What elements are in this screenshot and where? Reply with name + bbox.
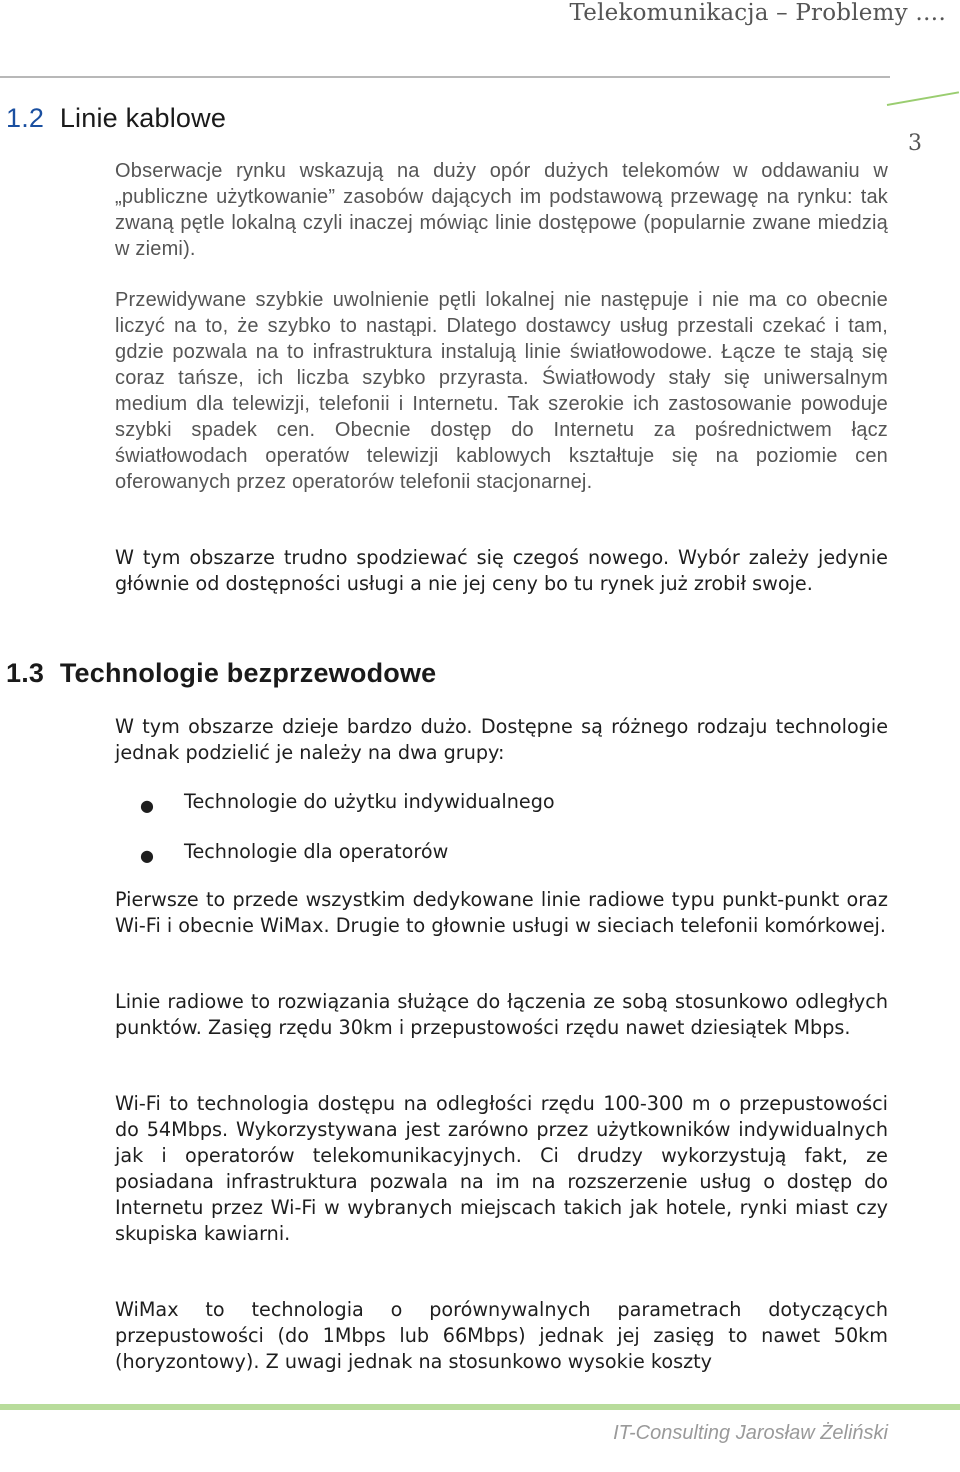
bullet-icon: ●	[140, 796, 154, 815]
paragraph: W tym obszarze trudno spodziewać się czegoś nowego. Wybór zależy jedynie głównie od dostępności usługi a nie jej ceny bo tu rynek już zrobił swoje.	[115, 546, 888, 595]
bullet-icon: ●	[140, 846, 154, 865]
paragraph: W tym obszarze dzieje bardzo dużo. Dostępne są różnego rodzaju technologie jednak podzielić je należy na dwa grupy:	[115, 715, 888, 764]
section-number: 1.2	[6, 103, 45, 133]
paragraph: Wi-Fi to technologia dostępu na odległości rzędu 100-300 m o przepustowości do 54Mbps. Wykorzystywana jest zarówno przez użytkowników indywidualnych jak i operatorów telekomunikacyjnych. Ci drudzy wykorzystują fakt, ze posiadana infrastruktura pozwala na im na rozszerzenie usług o dostęp do Internetu przez Wi-Fi w wybranych miejscach takich jak hotele, rynki miast czy skupiska kawiarni.	[115, 1092, 888, 1245]
paragraph: WiMax to technologia o porównywalnych parametrach dotyczących przepustowości (do 1Mbps lub 66Mbps) jednak jej zasięg to nawet 50km (horyzontowy). Z uwagi jednak na stosunkowo wysokie koszty	[115, 1298, 888, 1373]
header-title: Telekomunikacja – Problemy ….	[569, 0, 946, 26]
section-title: Technologie bezprzewodowe	[59, 658, 437, 688]
paragraph: Linie radiowe to rozwiązania służące do łączenia ze sobą stosunkowo odległych punktów. Zasięg rzędu 30km i przepustowości rzędu nawet dziesiątek Mbps.	[115, 990, 888, 1039]
list-item-text: Technologie do użytku indywidualnego	[184, 790, 555, 813]
page-number: 3	[908, 131, 922, 156]
footer-text: IT-Consulting Jarosław Żeliński	[613, 1422, 888, 1444]
section-heading-1-2	[6, 103, 226, 134]
paragraph-text: Przewidywane szybkie uwolnienie pętli lokalnej nie następuje i nie ma co obecnie liczyć na to, że szybko to nastąpi. Dlatego dostawcy usług przestali czekać i tam, gdzie pozwala na to infrastruktura instalują linie światłowodowe. Łącze te stają się coraz tańsze, ich liczba szybko przyrasta. Światłowody stały się uniwersalnym medium dla telewizji, telefonii i Internetu. Tak szerokie ich zastosowanie powoduje szybki spadek cen. Obecnie dostęp do Internetu za pośrednictwem łącz światłowodach operatów telewizji kablowych kształtuje się na poziomie cen oferowanych przez operatorów telefonii stacjonarnej.	[115, 289, 888, 493]
paragraph: Pierwsze to przede wszystkim dedykowane linie radiowe typu punkt-punkt oraz Wi-Fi i obecnie WiMax. Drugie to głownie usługi w sieciach telefonii komórkowej.	[115, 888, 888, 937]
page-number-line	[887, 91, 959, 106]
section-number: 1.3	[6, 658, 45, 688]
paragraph: Obserwacje rynku wskazują na duży opór dużych telekomów w oddawaniu w „publiczne użytkowanie” zasobów dających im podstawową przewagę na rynku: tak zwaną pętle lokalną czyli inaczej mówiąc linie dostępowe (popularnie zwane miedzią w ziemi).	[115, 160, 888, 260]
paragraph	[115, 287, 888, 495]
section-heading-1-3	[6, 658, 436, 689]
header-rule	[0, 76, 890, 78]
footer-rule	[0, 1404, 960, 1410]
list-item-text: Technologie dla operatorów	[184, 840, 449, 863]
section-title: Linie kablowe	[59, 103, 227, 133]
